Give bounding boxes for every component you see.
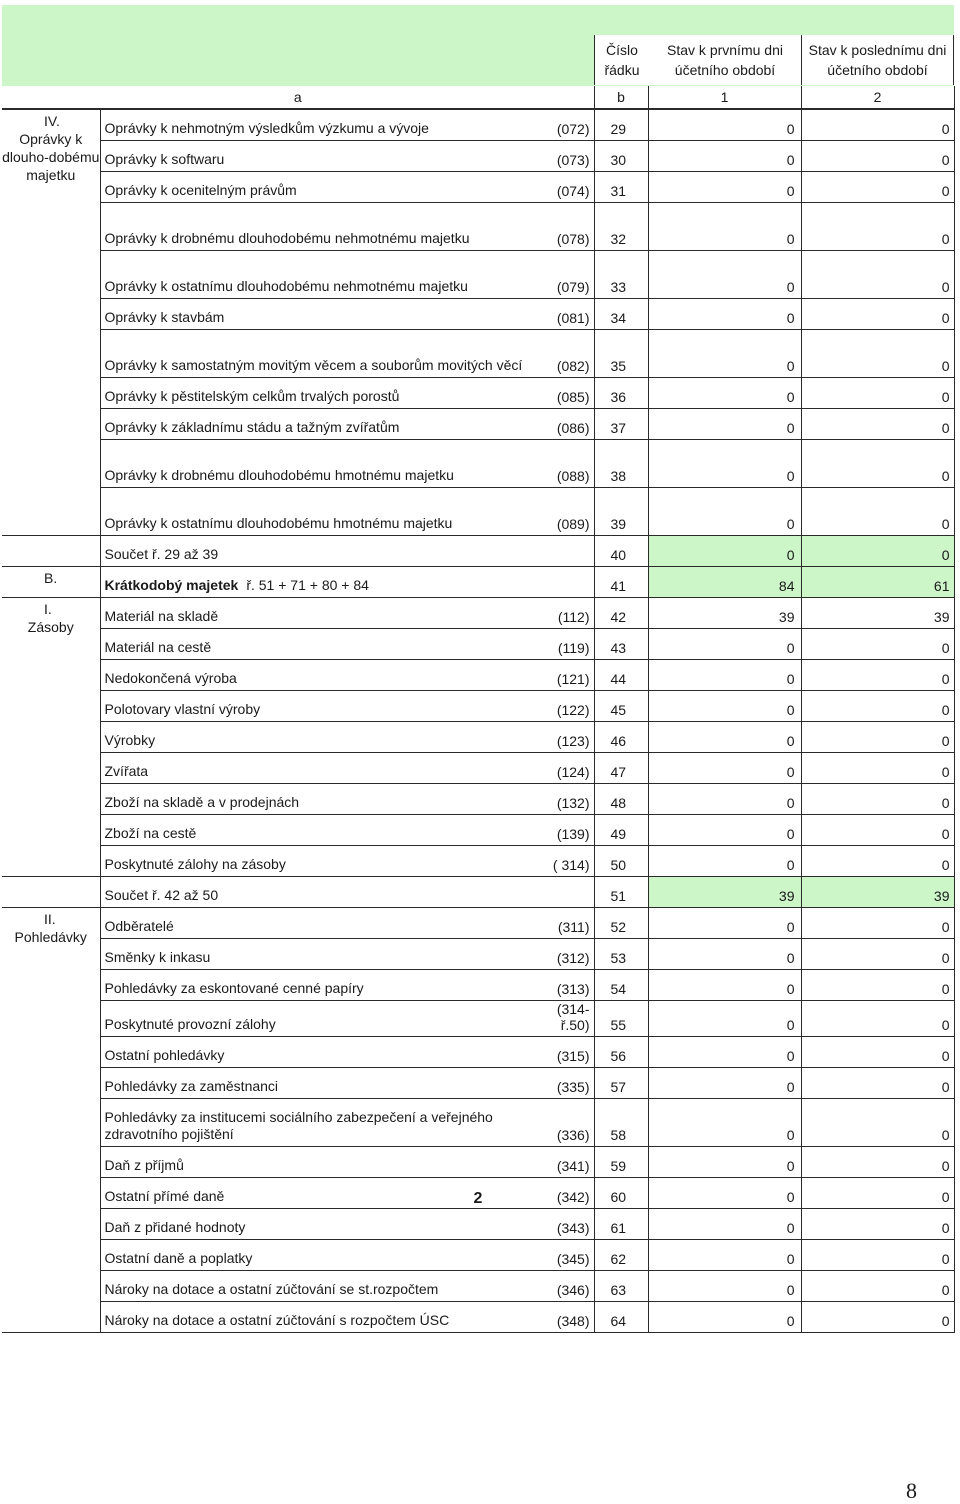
row-description-text: Zboží na skladě a v prodejnách xyxy=(104,794,300,810)
table-row xyxy=(2,1001,954,1037)
row-line-number: 51 xyxy=(594,877,648,908)
row-value-first-day: 0 xyxy=(648,660,801,691)
row-account-code: (313) xyxy=(548,970,594,1001)
section-label-i xyxy=(2,598,100,877)
row-value-last-day: 0 xyxy=(801,1037,954,1068)
row-description-text: Oprávky k ocenitelným právům xyxy=(104,182,297,198)
column-header-area xyxy=(2,5,954,86)
row-description xyxy=(100,409,548,440)
row-value-first-day: 0 xyxy=(648,1302,801,1333)
row-line-number: 45 xyxy=(594,691,648,722)
row-description xyxy=(100,172,548,203)
row-account-code: (085) xyxy=(548,378,594,409)
row-description xyxy=(100,1240,548,1271)
table-row xyxy=(2,1147,954,1178)
row-value-first-day: 0 xyxy=(648,1271,801,1302)
row-account-code: (312) xyxy=(548,939,594,970)
row-line-number: 42 xyxy=(594,598,648,629)
row-account-code: (079) xyxy=(548,251,594,299)
section-label-ii xyxy=(2,908,100,1333)
row-value-last-day: 0 xyxy=(801,203,954,251)
row-description xyxy=(100,1099,548,1147)
row-description-text: Pohledávky za institucemi sociálního zabezpečení a veřejného zdravotního pojištění xyxy=(104,1109,493,1142)
section-label-sum40 xyxy=(2,536,100,567)
row-description xyxy=(100,1271,548,1302)
row-value-first-day: 0 xyxy=(648,172,801,203)
row-description xyxy=(100,939,548,970)
row-description xyxy=(100,660,548,691)
row-description-text: Součet ř. 42 až 50 xyxy=(104,887,219,903)
table-row xyxy=(2,722,954,753)
row-description xyxy=(100,970,548,1001)
row-description-text: Daň z příjmů xyxy=(104,1157,184,1173)
section-roman: IV. xyxy=(44,113,60,129)
table-row xyxy=(2,598,954,629)
row-description-text: Výrobky xyxy=(104,732,156,748)
row-description-text: Polotovary vlastní výroby xyxy=(104,701,261,717)
row-value-first-day: 0 xyxy=(648,440,801,488)
row-value-first-day: 39 xyxy=(648,877,801,908)
row-account-code: (335) xyxy=(548,1068,594,1099)
row-description xyxy=(100,440,548,488)
row-value-first-day: 0 xyxy=(648,141,801,172)
section-roman: B. xyxy=(44,570,58,586)
row-description xyxy=(100,691,548,722)
table-row xyxy=(2,939,954,970)
row-description xyxy=(100,908,548,939)
row-value-first-day: 0 xyxy=(648,846,801,877)
row-value-last-day: 0 xyxy=(801,1001,954,1037)
row-description xyxy=(100,488,548,536)
row-line-number: 52 xyxy=(594,908,648,939)
row-value-last-day: 0 xyxy=(801,330,954,378)
row-account-code: (124) xyxy=(548,753,594,784)
row-description-text: Daň z přidané hodnoty xyxy=(104,1219,246,1235)
row-account-code: (342) xyxy=(548,1178,594,1209)
row-value-first-day: 0 xyxy=(648,203,801,251)
row-description xyxy=(100,877,548,908)
row-account-code: (341) xyxy=(548,1147,594,1178)
table-row xyxy=(2,1209,954,1240)
row-description-text: Oprávky k ostatnímu dlouhodobému nehmotnému majetku xyxy=(104,278,468,294)
row-description xyxy=(100,378,548,409)
row-value-first-day: 0 xyxy=(648,1240,801,1271)
row-account-code: (343) xyxy=(548,1209,594,1240)
row-description-formula: ř. 51 + 71 + 80 + 84 xyxy=(246,577,369,593)
row-line-number: 63 xyxy=(594,1271,648,1302)
row-line-number: 46 xyxy=(594,722,648,753)
row-line-number: 54 xyxy=(594,970,648,1001)
row-value-last-day: 39 xyxy=(801,598,954,629)
table-row xyxy=(2,660,954,691)
row-value-first-day: 0 xyxy=(648,722,801,753)
row-account-code: (123) xyxy=(548,722,594,753)
row-line-number: 30 xyxy=(594,141,648,172)
row-value-last-day: 0 xyxy=(801,753,954,784)
row-value-first-day: 0 xyxy=(648,908,801,939)
row-value-last-day: 0 xyxy=(801,784,954,815)
table-row xyxy=(2,109,954,141)
column-letter-1: 1 xyxy=(648,86,801,109)
row-description-text: Ostatní přímé daně xyxy=(104,1188,225,1204)
row-account-code: (336) xyxy=(548,1099,594,1147)
section-name: Pohledávky xyxy=(14,929,87,945)
column-header-last-day: Stav k poslednímu dni účetního období xyxy=(802,35,954,85)
row-line-number: 31 xyxy=(594,172,648,203)
row-line-number: 40 xyxy=(594,536,648,567)
row-value-first-day: 0 xyxy=(648,1037,801,1068)
row-description xyxy=(100,1068,548,1099)
row-description-text: Nároky na dotace a ostatní zúčtování se st.rozpočtem xyxy=(104,1281,439,1297)
row-description xyxy=(100,598,548,629)
column-letter-row xyxy=(2,86,954,109)
row-description-text: Oprávky k drobnému dlouhodobému hmotnému majetku xyxy=(104,467,454,483)
table-row xyxy=(2,536,954,567)
row-line-number: 56 xyxy=(594,1037,648,1068)
inner-page-number: 2 xyxy=(473,1190,483,1207)
table-row xyxy=(2,330,954,378)
row-value-first-day: 0 xyxy=(648,1178,801,1209)
row-value-last-day: 0 xyxy=(801,1099,954,1147)
row-account-code: (078) xyxy=(548,203,594,251)
column-letter-a: a xyxy=(2,86,594,109)
table-row xyxy=(2,409,954,440)
row-description-text: Oprávky k ostatnímu dlouhodobému hmotnému majetku xyxy=(104,515,453,531)
table-row xyxy=(2,172,954,203)
row-description xyxy=(100,753,548,784)
row-value-last-day: 0 xyxy=(801,172,954,203)
row-line-number: 29 xyxy=(594,109,648,141)
row-value-last-day: 0 xyxy=(801,536,954,567)
row-description xyxy=(100,203,548,251)
row-line-number: 47 xyxy=(594,753,648,784)
row-value-last-day: 0 xyxy=(801,1302,954,1333)
balance-sheet-table xyxy=(2,86,955,1333)
row-description xyxy=(100,1147,548,1178)
row-line-number: 41 xyxy=(594,567,648,598)
row-line-number: 50 xyxy=(594,846,648,877)
row-description xyxy=(100,141,548,172)
row-description xyxy=(100,629,548,660)
row-line-number: 58 xyxy=(594,1099,648,1147)
row-line-number: 57 xyxy=(594,1068,648,1099)
table-row xyxy=(2,488,954,536)
row-account-code xyxy=(548,567,594,598)
table-row xyxy=(2,970,954,1001)
row-value-first-day: 0 xyxy=(648,536,801,567)
row-line-number: 35 xyxy=(594,330,648,378)
row-description-text: Poskytnuté zálohy na zásoby xyxy=(104,856,286,872)
row-description-text: Pohledávky za eskontované cenné papíry xyxy=(104,980,364,996)
row-account-code: (132) xyxy=(548,784,594,815)
row-value-last-day: 0 xyxy=(801,660,954,691)
row-value-last-day: 0 xyxy=(801,629,954,660)
row-value-last-day: 0 xyxy=(801,378,954,409)
row-value-first-day: 39 xyxy=(648,598,801,629)
section-label-b xyxy=(2,567,100,598)
row-value-first-day: 0 xyxy=(648,378,801,409)
row-description-text: Pohledávky za zaměstnanci xyxy=(104,1078,279,1094)
column-header-first-day: Stav k prvnímu dni účetního období xyxy=(649,35,802,85)
row-description xyxy=(100,330,548,378)
row-description-text: Zboží na cestě xyxy=(104,825,197,841)
section-roman: II. xyxy=(44,911,56,927)
row-value-last-day: 0 xyxy=(801,141,954,172)
table-row xyxy=(2,1302,954,1333)
row-account-code: (089) xyxy=(548,488,594,536)
row-value-first-day: 0 xyxy=(648,784,801,815)
row-value-first-day: 0 xyxy=(648,330,801,378)
row-description-text: Poskytnuté provozní zálohy xyxy=(104,1016,276,1032)
section-name: Zásoby xyxy=(27,619,74,635)
row-line-number: 37 xyxy=(594,409,648,440)
row-description-text: Oprávky k nehmotným výsledkům výzkumu a vývoje xyxy=(104,120,429,136)
row-value-first-day: 0 xyxy=(648,1068,801,1099)
table-row xyxy=(2,877,954,908)
row-line-number: 53 xyxy=(594,939,648,970)
row-line-number: 44 xyxy=(594,660,648,691)
table-row xyxy=(2,908,954,939)
table-row xyxy=(2,1271,954,1302)
row-value-first-day: 0 xyxy=(648,1099,801,1147)
row-value-last-day: 0 xyxy=(801,1147,954,1178)
row-account-code xyxy=(548,877,594,908)
row-line-number: 38 xyxy=(594,440,648,488)
section-name: Oprávky k dlouho-dobému majetku xyxy=(2,131,100,183)
row-description xyxy=(100,1302,548,1333)
table-row xyxy=(2,1099,954,1147)
row-line-number: 60 xyxy=(594,1178,648,1209)
row-line-number: 64 xyxy=(594,1302,648,1333)
row-description xyxy=(100,846,548,877)
row-description xyxy=(100,567,548,598)
row-account-code: (074) xyxy=(548,172,594,203)
row-account-code xyxy=(548,536,594,567)
row-account-code: (081) xyxy=(548,299,594,330)
row-value-last-day: 0 xyxy=(801,970,954,1001)
row-account-code: (314-ř.50) xyxy=(548,1001,594,1037)
row-description-text: Oprávky k drobnému dlouhodobému nehmotnému majetku xyxy=(104,230,470,246)
row-description-text: Ostatní daně a poplatky xyxy=(104,1250,253,1266)
row-value-first-day: 84 xyxy=(648,567,801,598)
row-account-code: (346) xyxy=(548,1271,594,1302)
table-row xyxy=(2,1037,954,1068)
row-line-number: 61 xyxy=(594,1209,648,1240)
row-description-text: Ostatní pohledávky xyxy=(104,1047,225,1063)
table-row xyxy=(2,629,954,660)
row-line-number: 43 xyxy=(594,629,648,660)
row-description-text: Odběratelé xyxy=(104,918,174,934)
row-value-first-day: 0 xyxy=(648,109,801,141)
row-description xyxy=(100,784,548,815)
row-value-first-day: 0 xyxy=(648,299,801,330)
row-value-last-day: 0 xyxy=(801,1209,954,1240)
table-row xyxy=(2,440,954,488)
table-row xyxy=(2,567,954,598)
table-row xyxy=(2,1240,954,1271)
row-value-first-day: 0 xyxy=(648,1147,801,1178)
row-account-code: (088) xyxy=(548,440,594,488)
column-letter-b: b xyxy=(594,86,648,109)
row-value-last-day: 0 xyxy=(801,846,954,877)
row-value-last-day: 0 xyxy=(801,1271,954,1302)
row-description-text: Oprávky k samostatným movitým věcem a souborům movitých věcí xyxy=(104,357,523,373)
table-row xyxy=(2,251,954,299)
row-value-last-day: 0 xyxy=(801,1240,954,1271)
row-value-first-day: 0 xyxy=(648,409,801,440)
row-value-first-day: 0 xyxy=(648,970,801,1001)
row-description-text: Materiál na cestě xyxy=(104,639,212,655)
row-description-text: Oprávky k pěstitelským celkům trvalých porostů xyxy=(104,388,400,404)
row-account-code: (139) xyxy=(548,815,594,846)
table-row xyxy=(2,846,954,877)
row-line-number: 49 xyxy=(594,815,648,846)
row-account-code: (348) xyxy=(548,1302,594,1333)
row-value-last-day: 0 xyxy=(801,251,954,299)
table-row xyxy=(2,141,954,172)
row-description-text: Oprávky k základnímu stádu a tažným zvířatům xyxy=(104,419,400,435)
row-account-code: (082) xyxy=(548,330,594,378)
row-description-text: Směnky k inkasu xyxy=(104,949,211,965)
table-row xyxy=(2,753,954,784)
row-account-code: (086) xyxy=(548,409,594,440)
row-line-number: 34 xyxy=(594,299,648,330)
row-value-last-day: 0 xyxy=(801,691,954,722)
row-line-number: 48 xyxy=(594,784,648,815)
row-description xyxy=(100,536,548,567)
row-value-first-day: 0 xyxy=(648,691,801,722)
table-row xyxy=(2,691,954,722)
table-row xyxy=(2,299,954,330)
row-value-first-day: 0 xyxy=(648,939,801,970)
row-description xyxy=(100,109,548,141)
table-row xyxy=(2,815,954,846)
row-description-text: Nároky na dotace a ostatní zúčtování s rozpočtem ÚSC xyxy=(104,1312,450,1328)
row-value-last-day: 0 xyxy=(801,109,954,141)
row-value-last-day: 0 xyxy=(801,908,954,939)
row-description-text: Oprávky k stavbám xyxy=(104,309,225,325)
section-label-sum51 xyxy=(2,877,100,908)
row-account-code: (072) xyxy=(548,109,594,141)
row-account-code: (119) xyxy=(548,629,594,660)
row-account-code: (311) xyxy=(548,908,594,939)
column-header-line-number: Číslo řádku xyxy=(594,35,650,85)
column-letter-2: 2 xyxy=(801,86,954,109)
row-description xyxy=(100,299,548,330)
row-value-last-day: 0 xyxy=(801,299,954,330)
row-value-last-day: 0 xyxy=(801,1068,954,1099)
row-line-number: 32 xyxy=(594,203,648,251)
row-line-number: 55 xyxy=(594,1001,648,1037)
table-row xyxy=(2,203,954,251)
row-description-text: Nedokončená výroba xyxy=(104,670,237,686)
row-description-text: Součet ř. 29 až 39 xyxy=(104,546,219,562)
row-value-last-day: 0 xyxy=(801,722,954,753)
row-description xyxy=(100,1209,548,1240)
table-row xyxy=(2,784,954,815)
row-description-text: Oprávky k softwaru xyxy=(104,151,225,167)
row-account-code: (121) xyxy=(548,660,594,691)
row-value-first-day: 0 xyxy=(648,251,801,299)
row-value-last-day: 0 xyxy=(801,488,954,536)
section-roman: I. xyxy=(44,601,52,617)
row-account-code: ( 314) xyxy=(548,846,594,877)
row-account-code: (122) xyxy=(548,691,594,722)
row-value-first-day: 0 xyxy=(648,488,801,536)
row-value-first-day: 0 xyxy=(648,1001,801,1037)
row-description xyxy=(100,1037,548,1068)
row-value-first-day: 0 xyxy=(648,1209,801,1240)
row-value-last-day: 0 xyxy=(801,409,954,440)
row-value-first-day: 0 xyxy=(648,629,801,660)
row-value-last-day: 0 xyxy=(801,1178,954,1209)
row-description-text: Zvířata xyxy=(104,763,149,779)
row-description xyxy=(100,251,548,299)
section-label-iv xyxy=(2,109,100,536)
row-account-code: (112) xyxy=(548,598,594,629)
row-line-number: 33 xyxy=(594,251,648,299)
row-value-first-day: 0 xyxy=(648,815,801,846)
row-account-code: (345) xyxy=(548,1240,594,1271)
row-description xyxy=(100,722,548,753)
row-description-text: Krátkodobý majetek xyxy=(104,577,239,593)
row-line-number: 36 xyxy=(594,378,648,409)
row-account-code: (315) xyxy=(548,1037,594,1068)
row-description xyxy=(100,1001,548,1037)
row-value-last-day: 39 xyxy=(801,877,954,908)
row-description-text: Materiál na skladě xyxy=(104,608,219,624)
row-value-last-day: 0 xyxy=(801,440,954,488)
row-account-code: (073) xyxy=(548,141,594,172)
row-value-first-day: 0 xyxy=(648,753,801,784)
table-row xyxy=(2,378,954,409)
row-description xyxy=(100,815,548,846)
row-line-number: 39 xyxy=(594,488,648,536)
report-sheet xyxy=(2,5,954,1329)
row-value-last-day: 0 xyxy=(801,939,954,970)
table-row xyxy=(2,1068,954,1099)
page-number: 8 xyxy=(906,1478,917,1503)
row-value-last-day: 0 xyxy=(801,815,954,846)
row-line-number: 62 xyxy=(594,1240,648,1271)
row-value-last-day: 61 xyxy=(801,567,954,598)
row-line-number: 59 xyxy=(594,1147,648,1178)
